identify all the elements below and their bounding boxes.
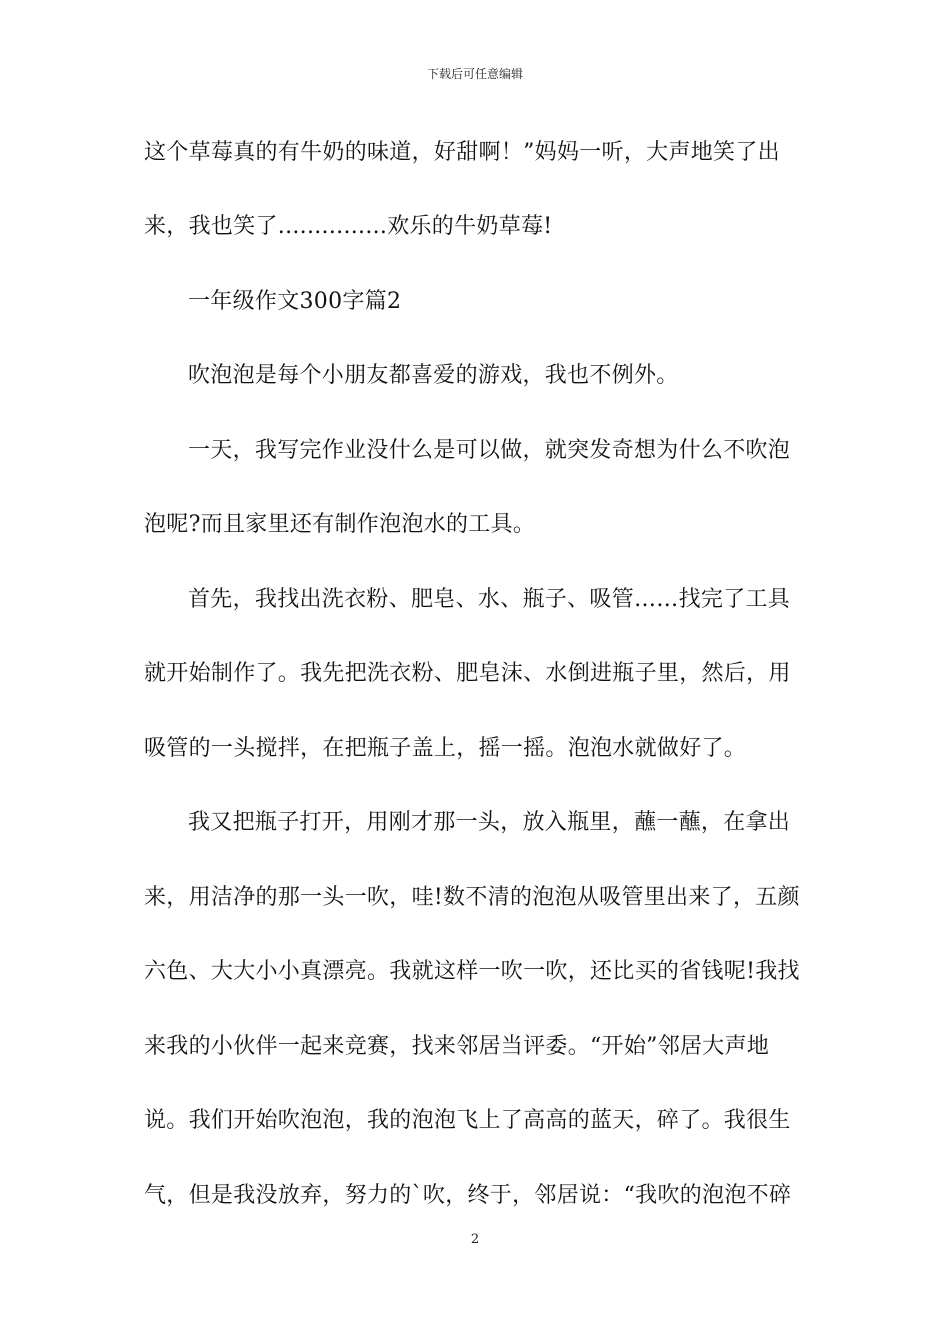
body-line: 来，用洁净的那一头一吹，哇!数不清的泡泡从吸管里出来了，五颜 <box>144 885 800 910</box>
body-line: 首先，我找出洗衣粉、肥皂、水、瓶子、吸管……找完了工具 <box>188 587 791 612</box>
body-line: 一天，我写完作业没什么是可以做，就突发奇想为什么不吹泡 <box>188 438 791 463</box>
body-line: 吸管的一头搅拌，在把瓶子盖上，摇一摇。泡泡水就做好了。 <box>144 736 747 761</box>
page-header: 下载后可任意编辑 <box>426 67 523 81</box>
page-number: 2 <box>470 1232 480 1247</box>
body-line: 吹泡泡是每个小朋友都喜爱的游戏，我也不例外。 <box>188 363 679 388</box>
body-line: 泡呢?而且家里还有制作泡泡水的工具。 <box>144 512 536 537</box>
body-line: 这个草莓真的有牛奶的味道，好甜啊！”妈妈一听，大声地笑了出 <box>144 140 780 165</box>
body-line: 我又把瓶子打开，用刚才那一头，放入瓶里，蘸一蘸，在拿出 <box>188 810 791 835</box>
body-line: 就开始制作了。我先把洗衣粉、肥皂沫、水倒进瓶子里，然后，用 <box>144 661 791 686</box>
section-heading: 一年级作文300字篇2 <box>188 289 402 314</box>
body-line: 来我的小伙伴一起来竞赛，找来邻居当评委。“开始”邻居大声地 <box>144 1034 770 1059</box>
body-line: 说。我们开始吹泡泡，我的泡泡飞上了高高的蓝天，碎了。我很生 <box>144 1108 791 1133</box>
body-line: 来，我也笑了...............欢乐的牛奶草莓! <box>144 214 553 239</box>
body-line: 气，但是我没放弃，努力的`吹，终于，邻居说：“我吹的泡泡不碎 <box>144 1183 792 1208</box>
body-line: 六色、大大小小真漂亮。我就这样一吹一吹，还比买的省钱呢!我找 <box>144 959 800 984</box>
